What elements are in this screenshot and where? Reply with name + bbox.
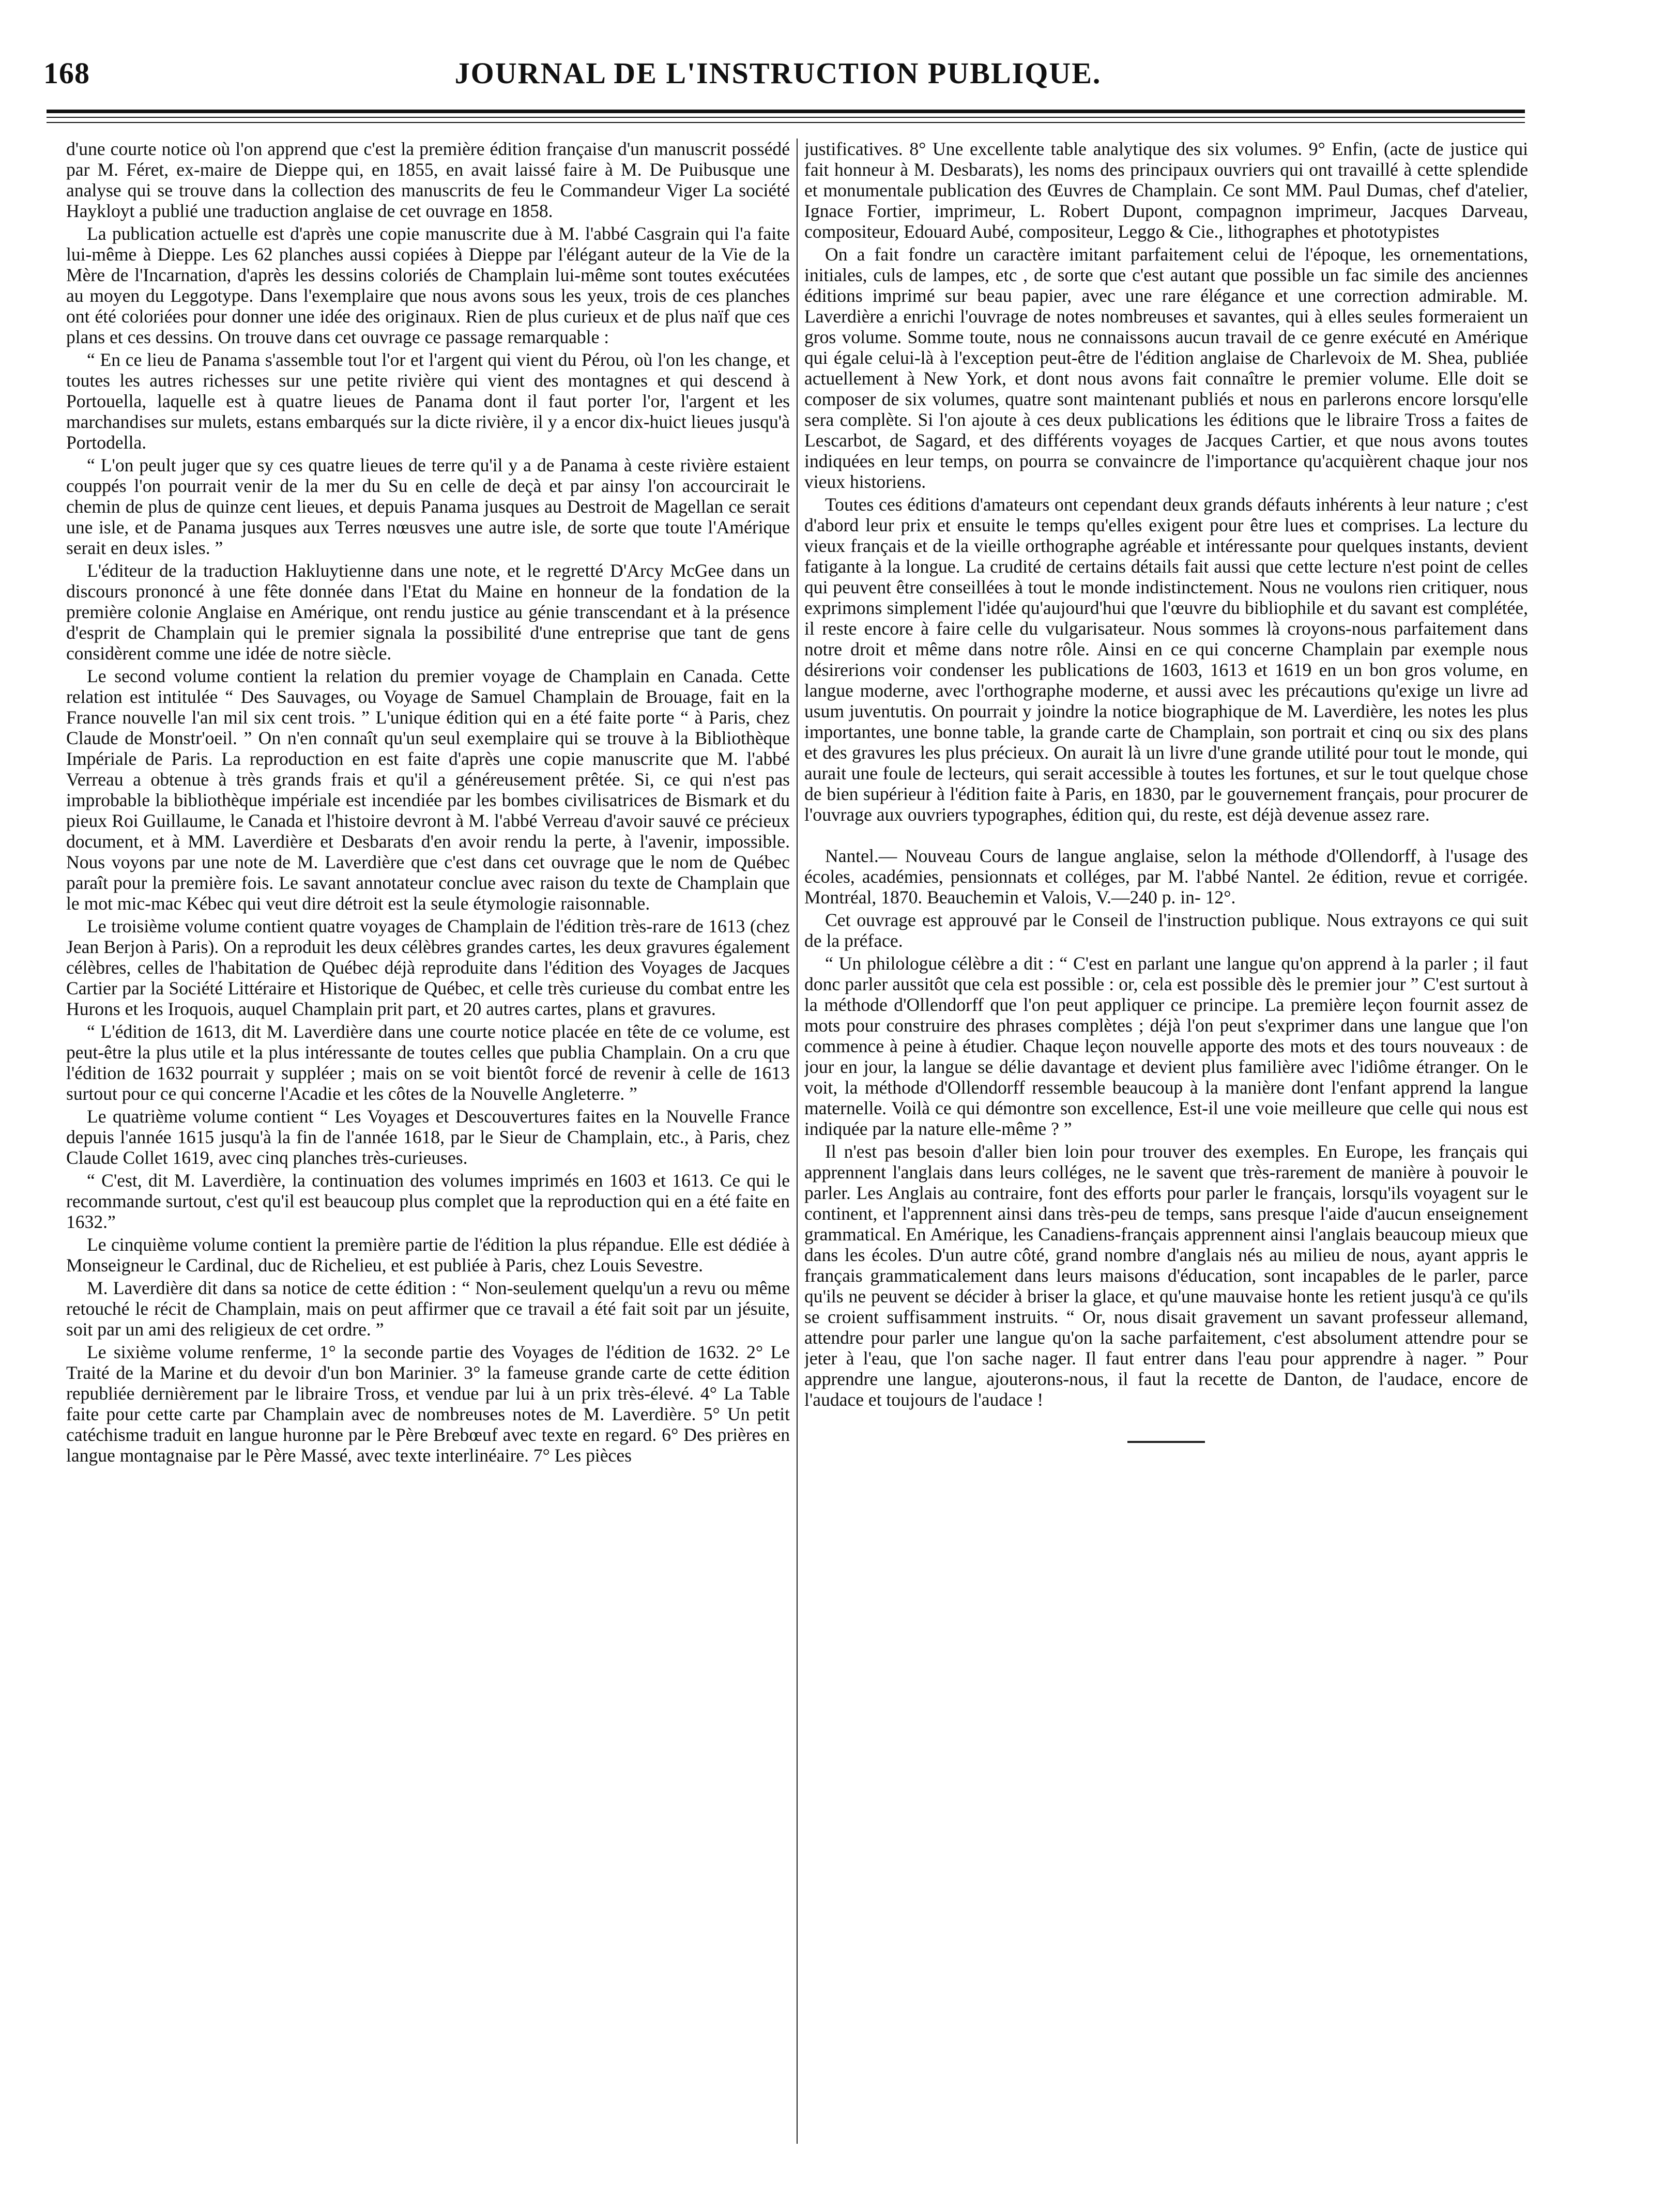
paragraph: Le sixième volume renferme, 1° la seconde partie des Voyages de l'édition de 1632. 2° Le Traité de la Marine et du devoir d'un bon Marinier. 3° la fameuse grande carte de cette édition republiée dernièrement par le libraire Tross, et vendue par lui à un prix très-élevé. 4° La Table faite pour cette carte par Champlain avec de nombreuses notes de M. Laverdière. 5° Un petit catéchisme traduit en langue huronne par le Père Brebœuf avec texte en regard. 6° Des prières en langue montagnaise par le Père Massé, avec texte interlinéaire. 7° Les pièces bbox=[66, 1342, 790, 1466]
paragraph: Le quatrième volume contient “ Les Voyages et Descouvertures faites en la Nouvelle France depuis l'année 1615 jusqu'à la fin de l'année 1618, par le Sieur de Champlain, etc., à Paris, chez Claude Collet 1619, avec cinq planches très-curieuses. bbox=[66, 1106, 790, 1168]
paragraph: Le troisième volume contient quatre voyages de Champlain de l'édition très-rare de 1613 (chez Jean Berjon à Paris). On a reproduit les deux célèbres grandes cartes, les deux gravures également célèbres, celles de l'habitation de Québec déjà reproduite dans l'édition des Voyages de Jacques Cartier par la Société Littéraire et Historique de Québec, et celle très curieuse du combat entre les Hurons et les Iroquois, auquel Champlain prit part, et 20 autres cartes, plans et gravures. bbox=[66, 916, 790, 1019]
paragraph: M. Laverdière dit dans sa notice de cette édition : “ Non-seulement quelqu'un a revu ou même retouché le récit de Champlain, mais on peut affirmer que ce travail a été fait soit par un jésuite, soit par un ami des religieux de cet ordre. ” bbox=[66, 1278, 790, 1340]
paragraph: Il n'est pas besoin d'aller bien loin pour trouver des exemples. En Europe, les français qui apprennent l'anglais dans leurs colléges, ne le savent que très-rarement de manière à pouvoir le parler. Les Anglais au contraire, font des efforts pour parler le français, lorsqu'ils voyagent sur le continent, et l'apprennent ainsi dans très-peu de temps, sans presque l'aide d'aucun enseignement grammatical. En Amérique, les Canadiens-français apprennent ainsi l'anglais beaucoup mieux que dans les écoles. D'un autre côté, grand nombre d'anglais nés au milieu de nous, ayant appris le français grammaticalement dans leurs maisons d'éducation, sont incapables de le parler, parce qu'ils ne peuvent se décider à briser la glace, et qu'une mauvaise honte les retient jusqu'à ce qu'ils se croient suffisamment instruits. “ Or, nous disait gravement un savant professeur allemand, attendre pour parler une langue qu'on la sache parfaitement, c'est absolument attendre pour se jeter à l'eau, que l'on sache nager. Il faut entrer dans l'eau pour apprendre à nager. ” Pour apprendre une langue, ajouterons-nous, il faut la recette de Danton, de l'audace, encore de l'audace et toujours de l'audace ! bbox=[804, 1141, 1528, 1410]
paragraph: On a fait fondre un caractère imitant parfaitement celui de l'époque, les ornementations, initiales, culs de lampes, etc , de sorte que c'est autant que possible un fac simile des anciennes éditions imprimé sur beau papier, avec une rare élégance et une correction admirable. M. Laverdière a enrichi l'ouvrage de notes nombreuses et savantes, qui à elles seules formeraient un gros volume. Somme toute, nous ne connaissons aucun travail de ce genre exécuté en Amérique qui égale celui-là à l'exception peut-être de l'édition anglaise de Charlevoix de M. Shea, publiée actuellement à New York, et dont nous avons fait connaître le premier volume. Elle doit se composer de six volumes, quatre sont maintenant publiés et nous en parlerons encore lorsqu'elle sera complète. Si l'on ajoute à ces deux publications les éditions que le libraire Tross a faites de Lescarbot, de Sagard, et des différents voyages de Jacques Cartier, et que nous avons toutes indiquées en leur temps, on pourra se convaincre de l'importance qu'acquièrent chaque jour nos vieux historiens. bbox=[804, 244, 1528, 492]
quotation-paragraph: “ C'est, dit M. Laverdière, la continuation des volumes imprimés en 1603 et 1613. Ce qui le recommande surtout, c'est qu'il est beaucoup plus complet que la reproduction qui en a été faite en 1632.” bbox=[66, 1170, 790, 1232]
column-divider bbox=[797, 139, 798, 2144]
paragraph: La publication actuelle est d'après une copie manuscrite due à M. l'abbé Casgrain qui l'a faite lui-même à Dieppe. Les 62 planches aussi copiées à Dieppe par l'élégant auteur de la Vie de la Mère de l'Incarnation, d'après les dessins coloriés de Champlain lui-même sont toutes exécutées au moyen du Leggotype. Dans l'exemplaire que nous avons sous les yeux, trois de ces planches ont été coloriées pour donner une idée des originaux. Rien de plus curieux et de plus naïf que ces plans et ces dessins. On trouve dans cet ouvrage ce passage remarquable : bbox=[66, 223, 790, 347]
header-rule-thin bbox=[47, 117, 1525, 118]
page-header bbox=[36, 52, 1520, 98]
left-column bbox=[66, 139, 790, 2175]
paragraph: d'une courte notice où l'on apprend que c'est la première édition française d'un manuscrit possédé par M. Féret, ex-maire de Dieppe qui, en 1855, en avait laissé faire à M. De Puibusque une analyse qui se trouve dans la collection des manuscrits de feu le Commandeur Viger La société Haykloyt a publié une traduction anglaise de cet ouvrage en 1858. bbox=[66, 139, 790, 221]
paragraph: Le second volume contient la relation du premier voyage de Champlain en Canada. Cette relation est intitulée “ Des Sauvages, ou Voyage de Samuel Champlain de Brouage, fait en la France nouvelle l'an mil six cent trois. ” L'unique édition qui en a été faite porte “ à Paris, chez Claude de Monstr'oeil. ” On n'en connaît qu'un seul exemplaire qui se trouve à la Bibliothèque Impériale de Paris. La reproduction en est faite d'après une copie manuscrite que M. l'abbé Verreau a obtenue à très grands frais et qu'il a généreusement prêtée. Si, ce qui n'est pas improbable la bibliothèque impériale est incendiée par les bombes civilisatrices de Bismark et du pieux Roi Guillaume, le Canada et l'histoire devront à M. l'abbé Verreau d'avoir sauvé ce précieux document, et à MM. Laverdière et Desbarats d'en avoir rendu la perte, à l'avenir, impossible. Nous voyons par une note de M. Laverdière que c'est dans cet ouvrage que le nom de Québec paraît pour la première fois. Le savant annotateur conclue avec raison du texte de Champlain que le mot mic-mac Kébec qui veut dire détroit est la seule étymologie raisonnable. bbox=[66, 666, 790, 914]
quotation-paragraph: “ Un philologue célèbre a dit : “ C'est en parlant une langue qu'on apprend à la parler ; il faut donc parler aussitôt que cela est possible : or, cela est possible dès le premier jour ” C'est surtout à la méthode d'Ollendorff que l'on peut appliquer ce principe. La première leçon fournit assez de mots pour construire des phrases complètes ; déjà l'on peut s'exprimer dans une langue que l'on commence à peine à étudier. Chaque leçon nouvelle apporte des mots et des tours nouveaux : de jour en jour, la langue se délie davantage et devient plus familière avec l'idiôme étranger. On le voit, la méthode d'Ollendorff ressemble beaucoup à la manière dont l'enfant apprend la langue maternelle. Voilà ce qui démontre son excellence, Est-il une voie meilleure que celle qui nous est indiquée par la nature elle-même ? ” bbox=[804, 953, 1528, 1139]
paragraph: Toutes ces éditions d'amateurs ont cependant deux grands défauts inhérents à leur nature ; c'est d'abord leur prix et ensuite le temps qu'elles exigent pour être lues et comprises. La lecture du vieux français et de la vieille orthographe agréable et intéressante pour quelques instants, devient fatigante à la longue. La crudité de certains détails fait aussi que cette lecture n'est point de celles qui peuvent être conseillées à tout le monde indistinctement. Nous ne voulons rien critiquer, nous exprimons simplement l'idée qu'aujourd'hui que l'œuvre du bibliophile et du savant est complétée, il reste encore à faire celle du vulgarisateur. Nous sommes là croyons-nous parfaitement dans notre droit et même dans notre rôle. Ainsi en ce qui concerne Champlain par exemple nous désirerions voir condenser les publications de 1603, 1613 et 1619 en un bon gros volume, en langue moderne, avec l'orthographe moderne, et aussi avec les précautions qu'exige un livre ad usum juventutis. On pourrait y joindre la notice biographique de M. Laverdière, les notes les plus importantes, une bonne table, la grande carte de Champlain, son portrait et cinq ou six des plans et des gravures les plus précieux. On aurait là un livre d'une grande utilité pour tout le monde, qui aurait une foule de lecteurs, qui serait accessible à toutes les fortunes, et sur le tout quelque chose de bien supérieur à l'édition faite à Paris, en 1830, par le gouvernement français, pour procurer de l'ouvrage aux ouvriers typographes, édition qui, du reste, est déjà devenue assez rare. bbox=[804, 494, 1528, 825]
quotation-paragraph: “ L'on peult juger que sy ces quatre lieues de terre qu'il y a de Panama à ceste rivière estaient couppés l'on pourrait venir de la mer du Su en celle de deçà et par ainsy l'on accourcirait le chemin de plus de quinze cent lieues, et depuis Panama jusques au Destroit de Magellan ce serait une isle, et de Panama jusques aux Terres nœusves une autre isle, de sorte que toute l'Amérique serait en deux isles. ” bbox=[66, 455, 790, 558]
paragraph: Le cinquième volume contient la première partie de l'édition la plus répandue. Elle est dédiée à Monseigneur le Cardinal, duc de Richelieu, et est publiée à Paris, chez Louis Sevestre. bbox=[66, 1234, 790, 1276]
section-end-rule bbox=[1127, 1441, 1205, 1443]
paragraph: justificatives. 8° Une excellente table analytique des six volumes. 9° Enfin, (acte de justice qui fait honneur à M. Desbarats), les noms des principaux ouvriers qui ont travaillé à cette splendide et monumentale publication des Œuvres de Champlain. Ce sont MM. Paul Dumas, chef d'atelier, Ignace Fortier, imprimeur, L. Robert Dupont, compagnon imprimeur, Jacques Darveau, compositeur, Edouard Aubé, compositeur, Leggo & Cie., lithographes et phototypistes bbox=[804, 139, 1528, 242]
header-rule-thin-lower bbox=[47, 122, 1525, 123]
book-review-entry: Nantel.— Nouveau Cours de langue anglaise, selon la méthode d'Ollendorff, à l'usage des écoles, académies, pensionnats et colléges, par M. l'abbé Nantel. 2e édition, revue et corrigée. Montréal, 1870. Beauchemin et Valois, V.—240 p. in- 12°. bbox=[804, 846, 1528, 908]
paragraph: L'éditeur de la traduction Hakluytienne dans une note, et le regretté D'Arcy McGee dans un discours prononcé à une fête donnée dans l'Etat du Maine en honneur de la fondation de la première colonie Anglaise en Amérique, ont rendu justice au génie transcendant et à la présence d'esprit de Champlain qui le premier signala la possibilité d'une entreprise que tant de gens considèrent comme une idée de notre siècle. bbox=[66, 560, 790, 664]
header-rule-thick bbox=[47, 110, 1525, 113]
journal-title: JOURNAL DE L'INSTRUCTION PUBLIQUE. bbox=[454, 56, 1102, 90]
paragraph: Cet ouvrage est approuvé par le Conseil de l'instruction publique. Nous extrayons ce qui suit de la préface. bbox=[804, 910, 1528, 951]
page-number: 168 bbox=[43, 56, 90, 90]
quotation-paragraph: “ En ce lieu de Panama s'assemble tout l'or et l'argent qui vient du Pérou, où l'on les change, et toutes les autres richesses sur une petite rivière qui vient des montagnes et qui descend à Portouella, laquelle est à quatre lieues de Panama dont il faut porter l'or, l'argent et les marchandises sur mulets, estans embarqués sur la dicte rivière, il y a encor dix-huict lieues jusqu'à Portodella. bbox=[66, 349, 790, 453]
quotation-paragraph: “ L'édition de 1613, dit M. Laverdière dans une courte notice placée en tête de ce volume, est peut-être la plus utile et la plus intéressante de toutes celles que publia Champlain. On a cru que l'édition de 1632 pourrait y suppléer ; mais on se voit bientôt forcé de revenir à celle de 1613 surtout pour ce qui concerne l'Acadie et les côtes de la Nouvelle Angleterre. ” bbox=[66, 1021, 790, 1104]
right-column bbox=[804, 139, 1528, 2175]
